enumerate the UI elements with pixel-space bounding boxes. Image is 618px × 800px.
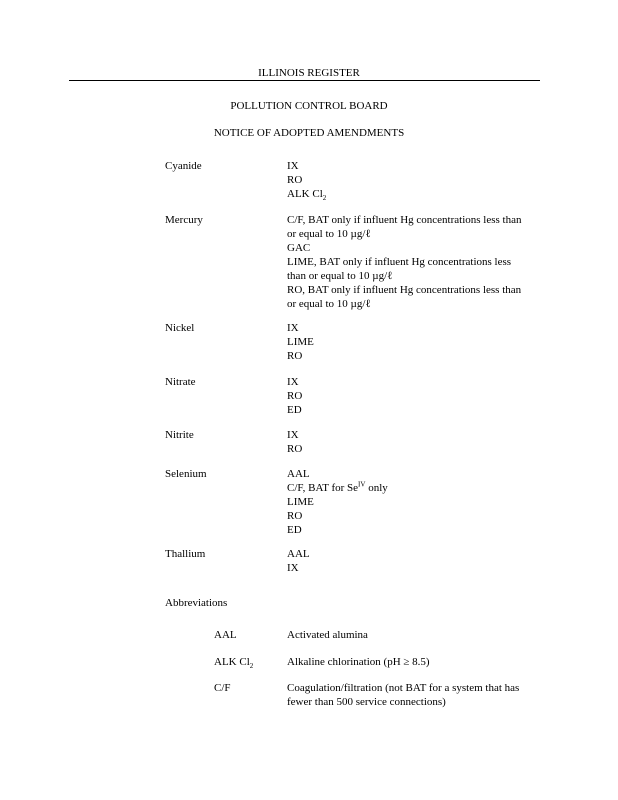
register-title: ILLINOIS REGISTER: [258, 67, 360, 79]
technology-item: C/F, BAT for $Se^{IV}$ only: [287, 480, 388, 494]
technology-list: [287, 428, 532, 456]
technology-list: [287, 375, 532, 417]
abbreviation-definition: Alkaline chlorination (pH ≥ 8.5): [287, 656, 430, 668]
contaminant-name: Thallium: [165, 548, 206, 560]
technology-item: LIME: [287, 496, 314, 508]
technology-item: RO: [287, 174, 303, 186]
contaminant-name: Cyanide: [165, 160, 202, 172]
technology-list: [287, 213, 532, 311]
technology-item: RO: [287, 350, 303, 362]
abbreviation-definition: Coagulation/filtration (not BAT for a system that has fewer than 500 service connections): [287, 682, 520, 708]
board-title: POLLUTION CONTROL BOARD: [230, 100, 388, 112]
technology-item: AAL: [287, 468, 310, 480]
technology-list: [287, 467, 532, 537]
technology-item: IX: [287, 160, 299, 172]
technology-list: [287, 321, 532, 363]
contaminant-name: Nickel: [165, 322, 195, 334]
technology-item: RO, BAT only if influent Hg concentrations less than or equal to 10 µg/ℓ: [287, 284, 522, 310]
technology-item: GAC: [287, 242, 311, 254]
technology-item: ED: [287, 524, 302, 536]
abbreviations-heading: Abbreviations: [165, 597, 228, 609]
contaminant-name: Nitrite: [165, 429, 194, 441]
technology-item: IX: [287, 562, 299, 574]
technology-list: [287, 547, 532, 575]
technology-item: LIME: [287, 336, 314, 348]
technology-item: ED: [287, 404, 302, 416]
abbreviation-definition: Activated alumina: [287, 629, 368, 641]
technology-item: RO: [287, 510, 303, 522]
technology-item: RO: [287, 443, 303, 455]
technology-item: IX: [287, 376, 299, 388]
technology-item: C/F, BAT only if influent Hg concentrations less than or equal to 10 µg/ℓ: [287, 214, 522, 240]
notice-title: NOTICE OF ADOPTED AMENDMENTS: [213, 127, 405, 139]
technology-item: IX: [287, 322, 299, 334]
abbreviation-code: ALK $Cl_2$: [214, 656, 254, 671]
abbreviation-code: C/F: [214, 682, 231, 694]
technology-item: RO: [287, 390, 303, 402]
contaminant-name: Mercury: [165, 214, 203, 226]
abbreviation-code: AAL: [214, 629, 237, 641]
technology-list: [287, 159, 532, 201]
technology-item: ALK $Cl_2$: [287, 188, 327, 203]
technology-item: AAL: [287, 548, 310, 560]
technology-item: LIME, BAT only if influent Hg concentrations less than or equal to 10 µg/ℓ: [287, 256, 512, 282]
contaminant-name: Nitrate: [165, 376, 196, 388]
header-rule: [69, 80, 540, 81]
technology-item: IX: [287, 429, 299, 441]
contaminant-name: Selenium: [165, 468, 207, 480]
